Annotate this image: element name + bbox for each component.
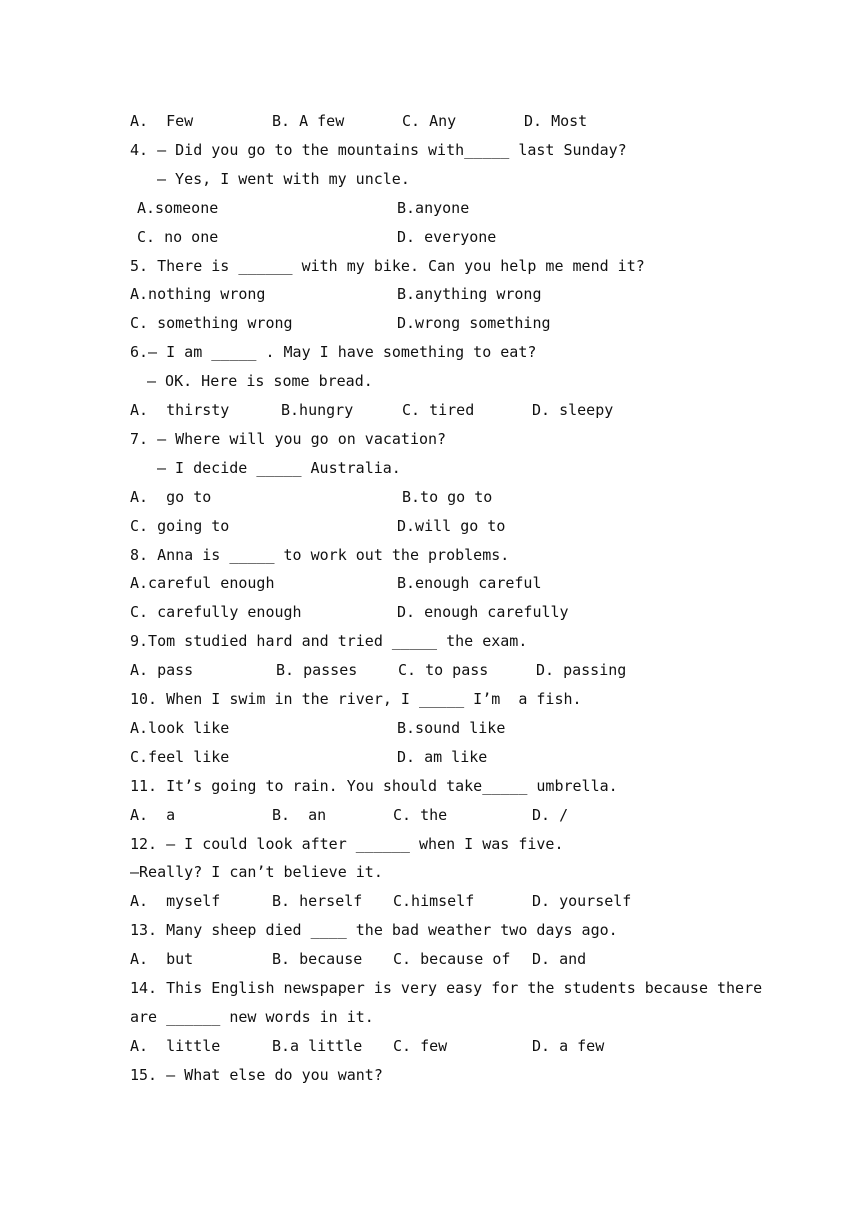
answer-option: C. because of [393, 950, 511, 969]
answer-option: D. am like [397, 747, 488, 766]
text-line [130, 1064, 383, 1086]
question-text: 13. Many sheep died ____ the bad weather two days ago. [130, 921, 618, 940]
answer-option: A. go to [130, 487, 212, 506]
answer-option: C. tired [402, 401, 475, 419]
answer-option: A.look like [130, 718, 230, 737]
question-text: are ______ new words in it. [130, 1007, 374, 1026]
answer-option: B.a little [272, 1036, 363, 1055]
question-text: 7. — Where will you go on vacation? [130, 429, 447, 448]
question-text: —Really? I can’t believe it. [130, 863, 383, 882]
text-line [0, 659, 860, 681]
text-line [130, 1006, 374, 1028]
text-line [0, 197, 860, 219]
text-line [130, 255, 645, 277]
question-text: 14. This English newspaper is very easy for the students because there [130, 979, 763, 997]
answer-option: D. sleepy [532, 401, 614, 419]
text-line [130, 919, 618, 941]
question-text: 10. When I swim in the river, I _____ I’m a fish. [130, 690, 582, 708]
answer-option: A. little [130, 1036, 221, 1055]
answer-option: C. few [393, 1036, 448, 1055]
answer-option: C. carefully enough [130, 603, 302, 622]
question-text: 8. Anna is _____ to work out the problems. [130, 545, 510, 564]
answer-option: B.enough careful [397, 574, 542, 593]
question-text: 6.— I am _____ . May I have something to eat? [130, 343, 537, 362]
text-line [0, 1035, 860, 1057]
answer-option: B. because [272, 950, 363, 969]
text-line [147, 370, 373, 392]
text-line [0, 399, 860, 421]
answer-option: D. yourself [532, 892, 632, 911]
text-line [0, 572, 860, 594]
text-line [157, 168, 410, 190]
answer-option: A. but [130, 950, 194, 969]
answer-option: A.nothing wrong [130, 285, 266, 304]
answer-option: A.someone [137, 198, 219, 217]
question-text: — OK. Here is some bread. [147, 372, 373, 391]
answer-option: B.anything wrong [397, 285, 542, 304]
question-text: — Yes, I went with my uncle. [157, 169, 410, 188]
answer-option: C.himself [393, 892, 475, 911]
answer-option: A. a [130, 805, 176, 824]
answer-option: D. passing [536, 661, 627, 680]
text-line [0, 283, 860, 305]
question-text: 11. It’s going to rain. You should take_____ umbrella. [130, 776, 618, 795]
text-line [0, 110, 860, 132]
text-line [130, 861, 383, 883]
answer-option: D. enough carefully [397, 603, 569, 622]
text-line [130, 775, 618, 797]
text-line [157, 457, 401, 479]
answer-option: C.feel like [130, 747, 230, 766]
text-line [0, 890, 860, 912]
answer-option: D. Most [524, 112, 588, 130]
answer-option: D.will go to [397, 516, 506, 535]
answer-option: C. something wrong [130, 314, 293, 333]
answer-option: C. no one [137, 227, 219, 246]
answer-option: D. a few [532, 1036, 605, 1055]
answer-option: D.wrong something [397, 314, 551, 333]
text-line [130, 977, 762, 999]
text-line [130, 139, 627, 161]
text-line [130, 688, 582, 710]
text-line [0, 486, 860, 508]
answer-option: C. to pass [398, 661, 489, 680]
answer-option: D. and [532, 950, 587, 969]
question-text: — I decide _____ Australia. [157, 458, 401, 477]
text-line [130, 833, 563, 855]
text-line [0, 746, 860, 768]
text-line [130, 341, 536, 363]
answer-option: D. everyone [397, 227, 497, 246]
question-text: 5. There is ______ with my bike. Can you help me mend it? [130, 256, 645, 275]
answer-option: B. A few [272, 112, 345, 130]
question-text: 4. — Did you go to the mountains with_____ last Sunday? [130, 140, 627, 159]
question-text: 15. — What else do you want? [130, 1065, 383, 1084]
answer-option: B.to go to [402, 487, 493, 506]
answer-option: A. thirsty [130, 401, 230, 419]
answer-option: B. herself [272, 892, 363, 911]
text-line [0, 601, 860, 623]
text-line [130, 544, 509, 566]
answer-option: B.sound like [397, 718, 506, 737]
answer-option: B.anyone [397, 198, 470, 217]
question-text: 12. — I could look after ______ when I was five. [130, 834, 564, 853]
text-line [0, 804, 860, 826]
answer-option: C. going to [130, 516, 230, 535]
answer-option: A. pass [130, 661, 194, 680]
answer-option: A.careful enough [130, 574, 275, 593]
text-line [0, 226, 860, 248]
text-line [0, 515, 860, 537]
answer-option: A. myself [130, 892, 221, 911]
answer-option: C. the [393, 805, 448, 824]
answer-option: B. an [272, 805, 327, 824]
text-line [0, 312, 860, 334]
text-line [130, 630, 527, 652]
answer-option: B. passes [276, 661, 358, 680]
answer-option: D. / [532, 805, 569, 824]
answer-option: C. Any [402, 112, 457, 130]
question-text: 9.Tom studied hard and tried _____ the exam. [130, 632, 528, 651]
answer-option: A. Few [130, 112, 194, 130]
text-line [130, 428, 446, 450]
text-line [0, 948, 860, 970]
text-line [0, 717, 860, 739]
answer-option: B.hungry [281, 401, 354, 419]
